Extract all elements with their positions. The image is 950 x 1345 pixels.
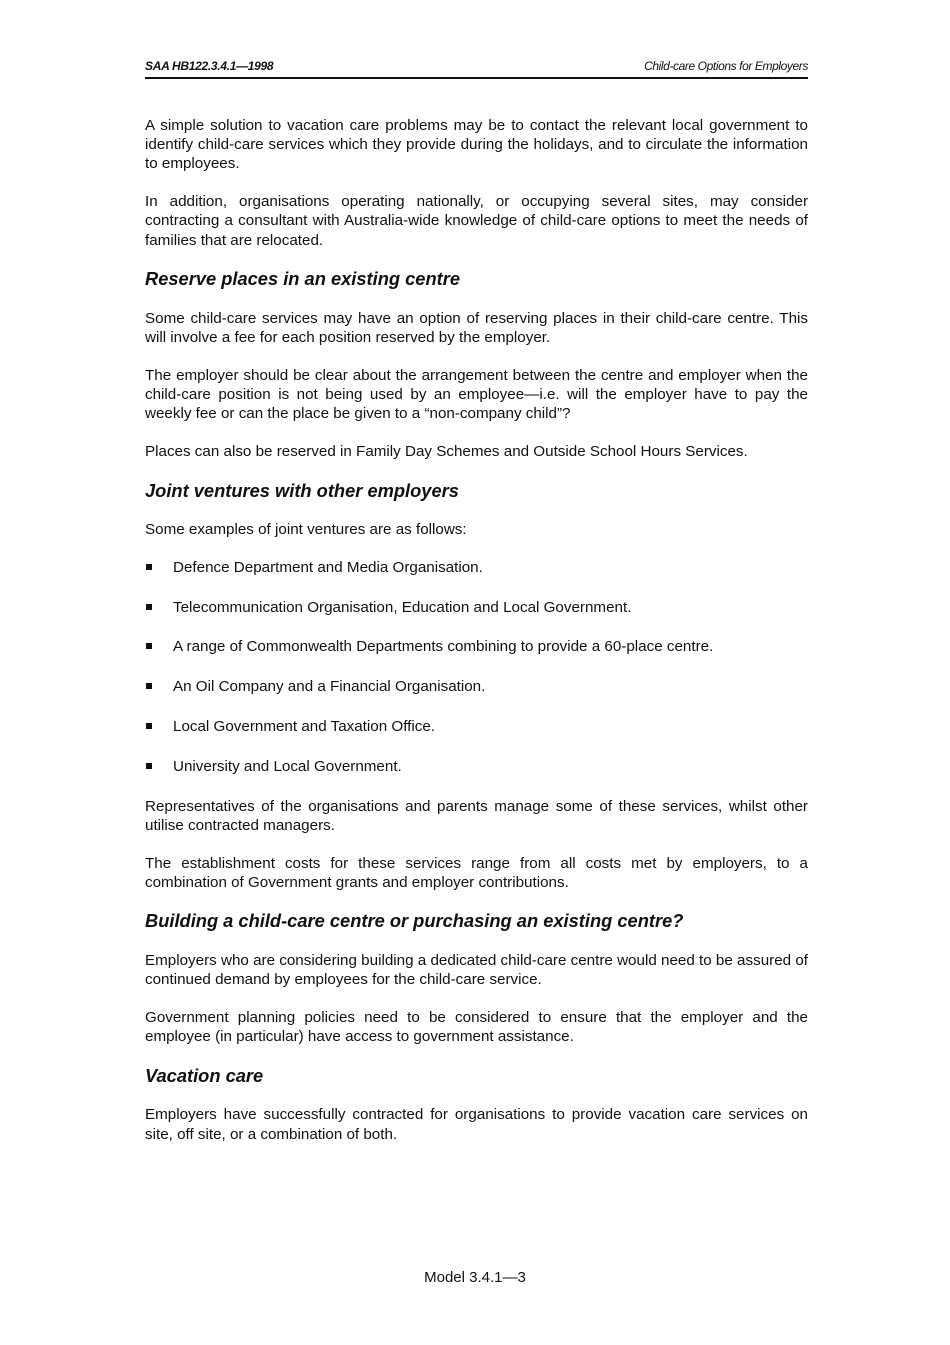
document-title: Child-care Options for Employers (644, 59, 808, 73)
vacation-paragraph-1: Employers have successfully contracted for organisations to provide vacation care services on site, off site, or a combination of both. (145, 1106, 808, 1143)
list-item (145, 717, 808, 736)
building-paragraph-2: Government planning policies need to be considered to ensure that the employer and the employee (in particular) have access to government assistance. (145, 1008, 808, 1046)
reserve-paragraph-2: The employer should be clear about the arrangement between the centre and employer when the child-care position is not being used by an employee—i.e. will the employer have to pay the weekly fee or can the place be given to a “non-company child”? (145, 366, 808, 423)
joint-ventures-list (145, 558, 808, 776)
bullet-square-icon (146, 604, 152, 610)
bullet-square-icon (146, 643, 152, 649)
bullet-square-icon (146, 723, 152, 729)
bullet-square-icon (146, 683, 152, 689)
page-number: Model 3.4.1—3 (424, 1269, 526, 1286)
list-item-text: Telecommunication Organisation, Education and Local Government. (173, 598, 632, 616)
bullet-square-icon (146, 763, 152, 769)
heading-building-centre: Building a child-care centre or purchasing an existing centre? (145, 910, 684, 932)
list-item-text: An Oil Company and a Financial Organisation. (173, 678, 486, 696)
list-item (145, 677, 808, 696)
body-content (145, 116, 808, 1162)
joint-intro: Some examples of joint ventures are as follows: (145, 521, 467, 539)
list-item-text: Local Government and Taxation Office. (173, 718, 435, 736)
intro-paragraph-2: In addition, organisations operating nationally, or occupying several sites, may consider contracting a consultant with Australia-wide knowledge of child-care options to meet the needs of families that are relocated. (145, 193, 808, 249)
list-item (145, 598, 808, 617)
joint-paragraph-1: Representatives of the organisations and parents manage some of these services, whilst other utilise contracted managers. (145, 797, 808, 834)
running-header (145, 59, 808, 79)
list-item-text: University and Local Government. (173, 757, 402, 775)
list-item (145, 558, 808, 577)
reserve-paragraph-3: Places can also be reserved in Family Day Schemes and Outside School Hours Services. (145, 442, 748, 460)
reserve-paragraph-1: Some child-care services may have an option of reserving places in their child-care centre. This will involve a fee for each position reserved by the employer. (145, 309, 808, 347)
heading-vacation-care: Vacation care (145, 1064, 264, 1086)
document-code: SAA HB122.3.4.1—1998 (145, 59, 274, 73)
bullet-square-icon (146, 564, 152, 570)
building-paragraph-1: Employers who are considering building a dedicated child-care centre would need to be assured of continued demand by employees for the child-care service. (145, 952, 808, 989)
heading-reserve-places: Reserve places in an existing centre (145, 268, 460, 290)
list-item (145, 637, 808, 656)
list-item-text: Defence Department and Media Organisation. (173, 558, 483, 576)
intro-paragraph-1: A simple solution to vacation care problems may be to contact the relevant local government to identify child-care services which they provide during the holidays, and to circulate the information to employees. (145, 117, 808, 173)
joint-paragraph-2: The establishment costs for these services range from all costs met by employers, to a combination of Government grants and employer contributions. (145, 854, 808, 891)
list-item (145, 757, 808, 776)
list-item-text: A range of Commonwealth Departments combining to provide a 60-place centre. (173, 638, 714, 656)
heading-joint-ventures: Joint ventures with other employers (145, 479, 459, 501)
